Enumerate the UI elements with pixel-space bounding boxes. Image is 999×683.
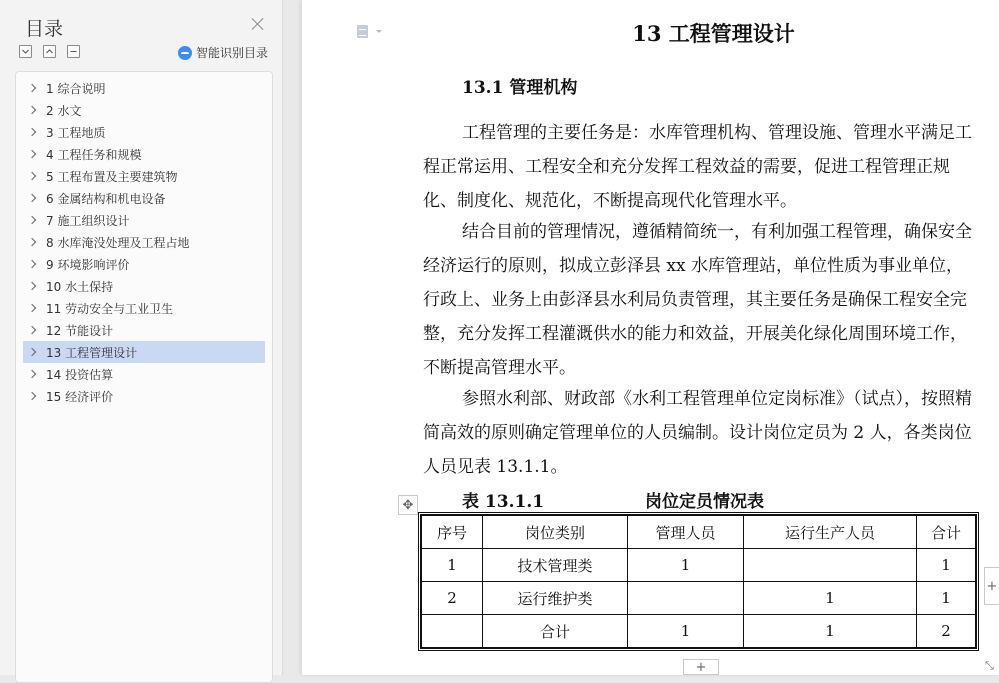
table-row [421,549,976,582]
chevron-right-icon[interactable] [28,194,36,202]
table-cell[interactable]: 运行维护类 [483,582,628,615]
toc-item[interactable] [23,165,265,187]
toc-item[interactable] [23,231,265,253]
toc-item-label: 13 工程管理设计 [46,345,138,360]
add-icon[interactable] [67,45,80,58]
smart-toc-label: 智能识别目录 [196,46,269,60]
table-header-cell[interactable]: 岗位类别 [483,515,628,549]
toc-item-label: 9 环境影响评价 [46,257,130,272]
table-row [421,582,976,615]
chevron-right-icon[interactable] [28,172,36,180]
toc-item-label: 3 工程地质 [46,125,106,140]
table-cell[interactable]: 1 [628,549,744,582]
table-cell[interactable]: 1 [744,582,917,615]
toc-item-label: 15 经济评价 [46,389,114,404]
toc-item-label: 10 水土保持 [46,279,114,294]
table-row [421,615,976,649]
chapter-title: 13 工程管理设计 [632,21,795,46]
table-cell[interactable] [421,615,483,649]
toc-toolbar [19,45,80,58]
toc-item-label: 4 工程任务和规模 [46,147,142,162]
toc-item-label: 12 节能设计 [46,323,114,338]
table-move-handle-icon[interactable]: ✥ [398,495,418,515]
paragraph[interactable]: 工程管理的主要任务是：水库管理机构、管理设施、管理水平满足工程正常运用、工程安全和充分发挥工程效益的需要，促进工程管理正规化、制度化、规范化，不断提高现代化管理水平。 [423,123,972,211]
add-column-button[interactable]: + [984,567,999,605]
toc-item[interactable] [23,253,265,275]
paragraph[interactable]: 结合目前的管理情况，遵循精简统一，有利加强工程管理，确保安全经济运行的原则，拟成立彭泽县 xx 水库管理站，单位性质为事业单位，行政上、业务上由彭泽县水利局负责管理，其主要任务是确保工程安全完整，充分发挥工程灌溉供水的能力和效益，开展美化绿化周围环境工作，不断提高管理水平。 [423,222,972,378]
toc-item[interactable] [23,187,265,209]
table-cell[interactable]: 1 [917,549,977,582]
chevron-right-icon[interactable] [28,370,36,378]
staffing-table [420,514,977,649]
toc-item-label: 14 投资估算 [46,367,114,382]
chevron-right-icon[interactable] [28,348,36,356]
table-header-row [421,515,976,549]
toc-list [23,77,265,407]
table-resize-icon[interactable]: ⤡ [985,659,994,672]
table-header-cell[interactable]: 序号 [421,515,483,549]
toc-item-label: 2 水文 [46,103,82,118]
toc-item[interactable] [23,319,265,341]
toc-item[interactable] [23,143,265,165]
close-icon[interactable] [251,17,265,31]
chevron-right-icon[interactable] [28,128,36,136]
chevron-right-icon[interactable] [28,84,36,92]
chevron-right-icon[interactable] [28,392,36,400]
toc-item[interactable] [23,275,265,297]
toc-item-label: 7 施工组织设计 [46,213,130,228]
toc-item-label: 5 工程布置及主要建筑物 [46,169,178,184]
toc-item-label: 11 劳动安全与工业卫生 [46,301,174,316]
table-cell[interactable]: 2 [917,615,977,649]
chevron-right-icon[interactable] [28,304,36,312]
table-header-cell[interactable]: 管理人员 [628,515,744,549]
toc-item-label: 8 水库淹没处理及工程占地 [46,235,190,250]
toc-item-label: 6 金属结构和机电设备 [46,191,166,206]
chevron-right-icon[interactable] [28,326,36,334]
smart-toc-icon [178,46,192,60]
table-cell[interactable]: 1 [421,549,483,582]
toc-item[interactable] [23,121,265,143]
chevron-right-icon[interactable] [28,238,36,246]
table-caption-number: 表 13.1.1 [462,492,545,512]
table-cell[interactable]: 2 [421,582,483,615]
toc-item[interactable] [23,209,265,231]
table-cell[interactable] [744,549,917,582]
toc-item[interactable] [23,363,265,385]
chevron-right-icon[interactable] [28,216,36,224]
table-cell[interactable]: 1 [744,615,917,649]
table-header-cell[interactable]: 合计 [917,515,977,549]
section-title: 13.1 管理机构 [462,78,578,98]
table-cell[interactable]: 技术管理类 [483,549,628,582]
expand-all-icon[interactable] [43,45,56,58]
chevron-right-icon[interactable] [28,282,36,290]
paragraph[interactable]: 参照水利部、财政部《水利工程管理单位定岗标准》（试点），按照精简高效的原则确定管理单位的人员编制。设计岗位定员为 2 人，各类岗位人员见表 13.1.1。 [423,389,972,477]
add-row-button[interactable]: + [683,659,719,675]
toc-title: 目录 [25,18,64,40]
toc-item[interactable] [23,297,265,319]
table-cell[interactable]: 合计 [483,615,628,649]
toc-list-container [15,71,273,683]
smart-recognize-toc-button[interactable] [178,44,268,61]
table-cell[interactable]: 1 [917,582,977,615]
toc-item[interactable] [23,77,265,99]
table-caption-title: 岗位定员情况表 [645,492,764,512]
table-cell[interactable] [628,582,744,615]
table-cell[interactable]: 1 [628,615,744,649]
toc-item[interactable] [23,341,265,363]
collapse-all-icon[interactable] [19,45,32,58]
toc-item-label: 1 综合说明 [46,81,106,96]
table-header-cell[interactable]: 运行生产人员 [744,515,917,549]
chevron-right-icon[interactable] [28,150,36,158]
toc-panel [0,0,283,675]
toc-item[interactable] [23,385,265,407]
chevron-right-icon[interactable] [28,260,36,268]
toc-item[interactable] [23,99,265,121]
chevron-right-icon[interactable] [28,106,36,114]
